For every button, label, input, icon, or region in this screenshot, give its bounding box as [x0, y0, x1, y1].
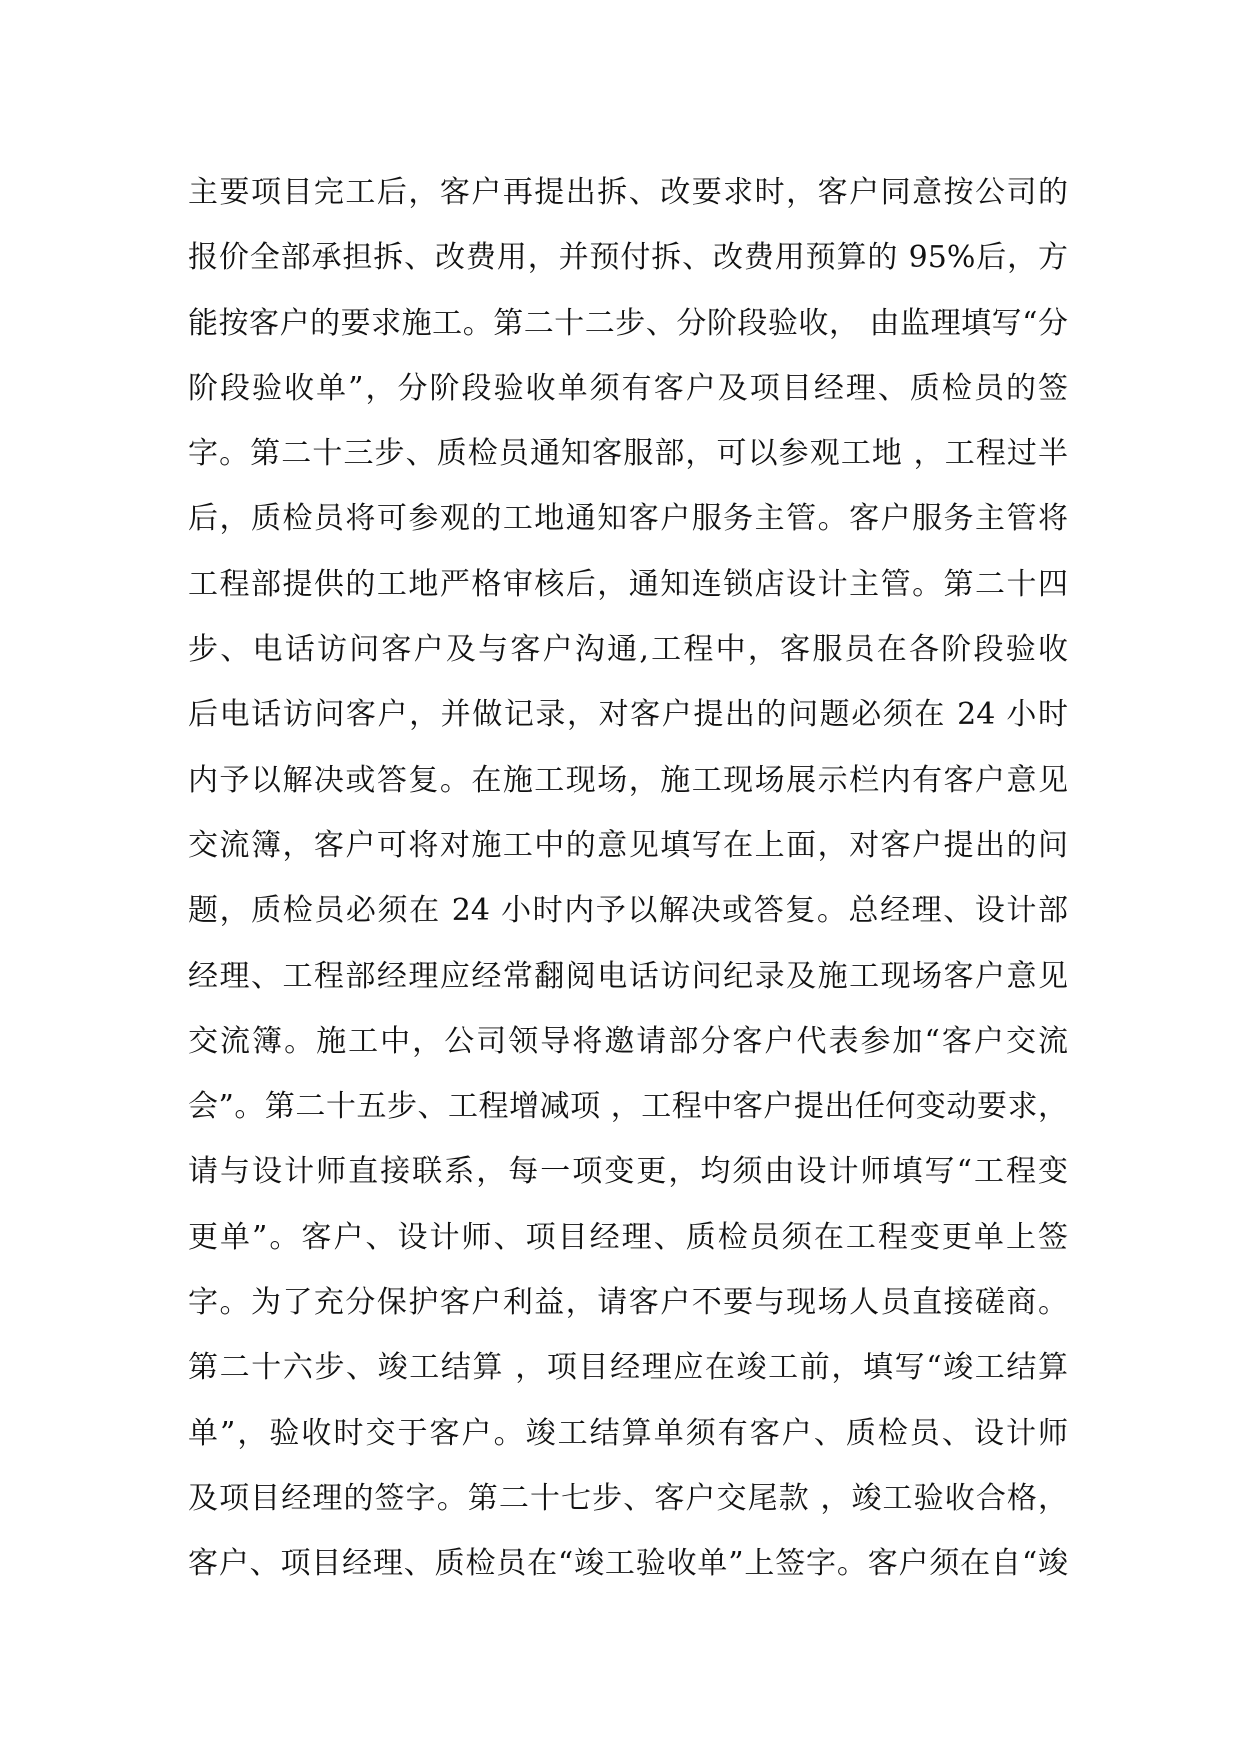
text-line: 第二十六步、竣工结算 ，项目经理应在竣工前，填写“竣工结算: [188, 1350, 1068, 1386]
text-line: 工程部提供的工地严格审核后，通知连锁店设计主管。第二十四: [188, 566, 1068, 602]
text-line: 更单”。客户、设计师、项目经理、质检员须在工程变更单上签: [188, 1219, 1068, 1255]
text-line: 后电话访问客户，并做记录，对客户提出的问题必须在 24 小时: [188, 697, 1068, 733]
text-line: 题，质检员必须在 24 小时内予以解决或答复。总经理、设计部: [188, 893, 1068, 929]
text-line: 及项目经理的签字。第二十七步、客户交尾款 ，竣工验收合格，: [188, 1480, 1068, 1516]
text-line: 交流簿，客户可将对施工中的意见填写在上面，对客户提出的问: [188, 827, 1068, 863]
text-line: 字。第二十三步、质检员通知客服部，可以参观工地 ，工程过半: [188, 436, 1068, 472]
text-line: 会”。第二十五步、工程增减项 ，工程中客户提出任何变动要求，: [188, 1089, 1068, 1125]
text-line: 请与设计师直接联系，每一项变更，均须由设计师填写“工程变: [188, 1154, 1068, 1190]
text-line: 能按客户的要求施工。第二十二步、分阶段验收， 由监理填写“分: [188, 305, 1068, 341]
text-line: 后，质检员将可参观的工地通知客户服务主管。客户服务主管将: [188, 501, 1068, 537]
text-line: 交流簿。施工中，公司领导将邀请部分客户代表参加“客户交流: [188, 1023, 1068, 1059]
text-line: 内予以解决或答复。在施工现场，施工现场展示栏内有客户意见: [188, 762, 1068, 798]
text-line: 客户、项目经理、质检员在“竣工验收单”上签字。客户须在自“竣: [188, 1546, 1068, 1582]
text-line: 主要项目完工后，客户再提出拆、改要求时，客户同意按公司的: [188, 175, 1068, 210]
body-paragraph: [188, 160, 1068, 1597]
text-line: 字。为了充分保护客户利益，请客户不要与现场人员直接磋商。: [188, 1285, 1068, 1321]
text-line: 阶段验收单”，分阶段验收单须有客户及项目经理、质检员的签: [188, 370, 1068, 406]
text-line: 步、电话访问客户及与客户沟通,工程中，客服员在各阶段验收: [188, 632, 1068, 668]
text-line: 单”，验收时交于客户。竣工结算单须有客户、质检员、设计师: [188, 1415, 1068, 1451]
text-line: 报价全部承担拆、改费用，并预付拆、改费用预算的 95%后，方: [188, 240, 1068, 276]
text-line: 经理、工程部经理应经常翻阅电话访问纪录及施工现场客户意见: [188, 958, 1068, 994]
